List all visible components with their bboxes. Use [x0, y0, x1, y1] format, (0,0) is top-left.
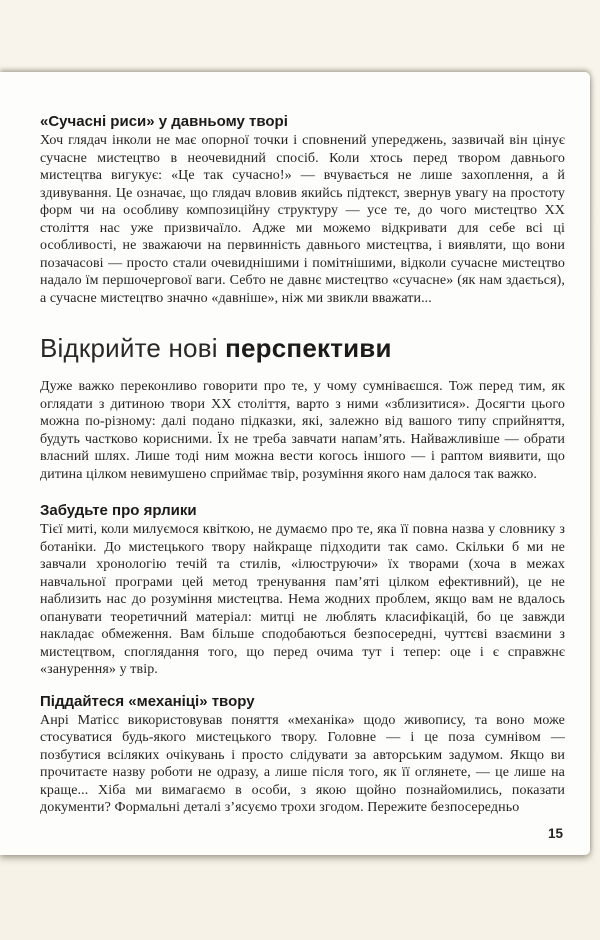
- section-heading-mechanics: Піддайтеся «механіці» твору: [40, 692, 255, 710]
- paragraph-mechanics: Анрі Матісс використовував поняття «механіка» щодо живопису, та воно може стосуватися будь-якого мистецького твору. Головне — і це поза сумнівом — позбутися всіляких очікувань і просто слідувати за авторським задумом. Якщо ви прочитаєте назву роботи не одразу, а лише після того, як її оглянете, — це лише на краще... Хіба ми вимагаємо в особи, з якою щойно познайомились, показати документи? Формальні деталі з’ясуємо трохи згодом. Пережите безпосередньо: [40, 712, 565, 815]
- chapter-title-regular: Відкрийте нові: [40, 333, 226, 363]
- chapter-title-bold: перспективи: [225, 333, 392, 363]
- chapter-title: [40, 333, 565, 363]
- book-page: [0, 72, 590, 855]
- paragraph-intro: Дуже важко переконливо говорити про те, у чому сумніваєшся. Тож перед тим, як оглядати з дитиною твори XX століття, варто з ними «зблизитися». Досягти цього можна по-різному: далі подано підказки, які, залежно від вашого типу сприйняття, будуть частково корисними. Їх не треба завчати напам’ять. Найважливіше — обрати власний шлях. Лише тоді ним можна вести когось іншого — і раптом виявити, що дитина цілком невимушено сприймає твір, розуміння якого нам далося так важко.: [40, 379, 565, 482]
- paragraph-modern-traits: Хоч глядач інколи не має опорної точки і сповнений упереджень, зазвичай він цінує сучасне мистецтво в неочевидний спосіб. Коли хтось перед твором давнього мистецтва вигукує: «Це так сучасно!» — вчувається не лише захоплення, а й здивування. Це означає, що глядач вловив якийсь підтекст, звернув увагу на простоту форм чи на особливу композиційну структуру — усе те, до чого мистецтво XX століття нас уже призвичаїло. Адже ми можемо відкривати для себе всі ці особливості, не зважаючи на первинність давнього мистецтва, і виявляти, що вони позачасові — просто стали очевиднішими і помітнішими, відколи сучасне мистецтво надало їм першочергової ваги. Себто не давнє мистецтво «сучасне» (як нам здається), а сучасне мистецтво значно «давніше», ніж ми звикли вважати...: [40, 133, 565, 306]
- paragraph-forget-labels: Тієї миті, коли милуємося квіткою, не думаємо про те, яка її повна назва у словнику з ботаніки. До мистецького твору найкраще підходити так само. Скільки б ми не завчали хронологію течій та стилів, «ілюструючи» їх творами (хоча в межах навчальної програми цей метод тренування пам’яті цілком ефективний), це не наблизить нас до розуміння мистецтва. Нема жодних проблем, якщо вам не вдалось опанувати теоретичний матеріал: митці не люблять класифікацій, бо це завжди накладає обмеження. Вам більше сподобаються безпосередні, чуттєві взаємини з мистецтвом, споглядання того, що перед очима тут і тепер: оце і є справжнє «занурення» у твір.: [40, 522, 565, 677]
- page-number: 15: [547, 826, 563, 841]
- section-heading-modern-traits: «Сучасні риси» у давньому творі: [40, 113, 288, 130]
- section-heading-forget-labels: Забудьте про ярлики: [40, 502, 197, 519]
